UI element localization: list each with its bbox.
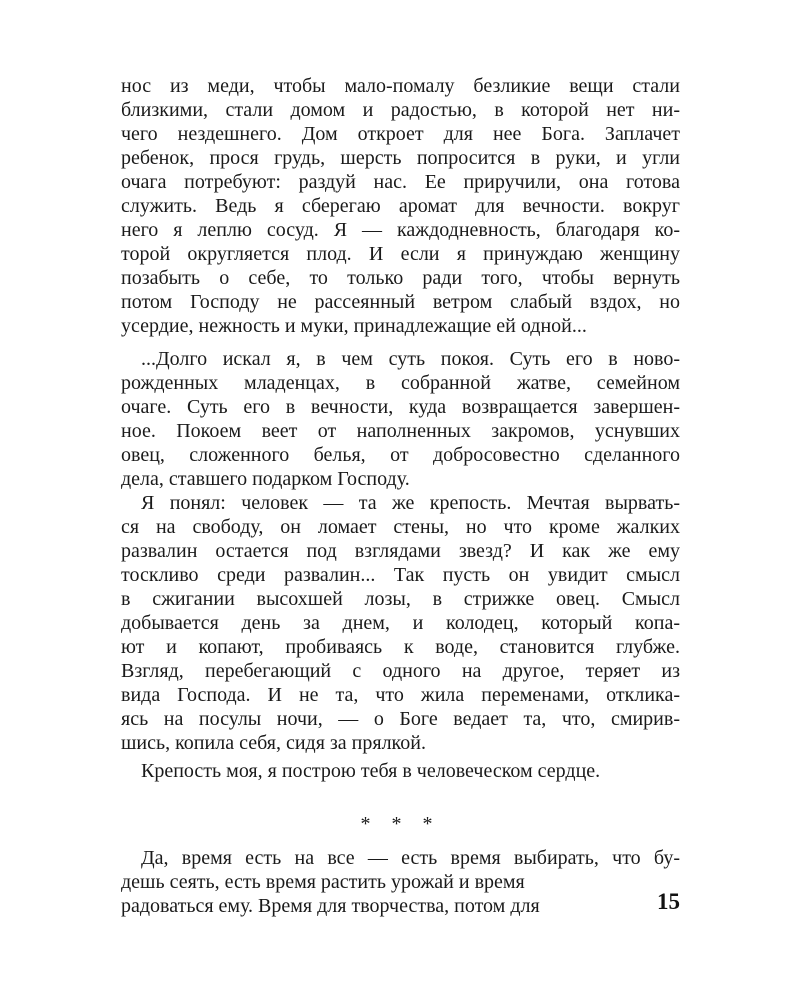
text-line: в сжигании высохшей лозы, в стрижке овец. Смысл bbox=[121, 588, 680, 610]
text-line: дешь сеять, есть время растить урожай и время bbox=[121, 871, 525, 893]
text-line: ребенок, прося грудь, шерсть попросится в руки, и угли bbox=[121, 147, 680, 169]
text-line: Я понял: человек — та же крепость. Мечтая вырвать- bbox=[141, 492, 680, 514]
text-line: тоскливо среди развалин... Так пусть он увидит смысл bbox=[121, 564, 680, 586]
text-line: Крепость моя, я построю тебя в человеческом сердце. bbox=[141, 760, 601, 782]
text-line: радоваться ему. Время для творчества, потом для bbox=[121, 895, 540, 917]
text-line: него я леплю сосуд. Я — каждодневность, благодаря ко- bbox=[121, 219, 680, 241]
text-line: усердие, нежность и муки, принадлежащие ей одной... bbox=[121, 315, 587, 337]
text-line: ное. Покоем веет от наполненных закромов, уснувших bbox=[121, 420, 680, 442]
text-line: рожденных младенцах, в собранной жатве, семейном bbox=[121, 372, 680, 394]
text-line: торой округляется плод. И если я принуждаю женщину bbox=[121, 243, 680, 265]
page-number: 15 bbox=[657, 889, 680, 914]
paragraph-3 bbox=[121, 491, 680, 755]
text-line: очага потребуют: раздуй нас. Ее приручили, она готова bbox=[121, 171, 680, 193]
text-line: овец, сложенного белья, от добросовестно сделанного bbox=[121, 444, 680, 466]
text-line: вида Господа. И не та, что жила переменами, отклика- bbox=[121, 684, 680, 706]
text-line: ют и копают, пробиваясь к воде, становится глубже. bbox=[121, 636, 680, 658]
text-line: добывается день за днем, и колодец, который копа- bbox=[121, 612, 680, 634]
text-line: позабыть о себе, то только ради того, чтобы вернуть bbox=[121, 267, 680, 289]
text-line: ся на свободу, он ломает стены, но что кроме жалких bbox=[121, 516, 680, 538]
text-line: Взгляд, перебегающий с одного на другое, теряет из bbox=[121, 660, 680, 682]
text-line: нос из меди, чтобы мало-помалу безликие вещи стали bbox=[121, 75, 680, 97]
text-line: чего нездешнего. Дом откроет для нее Бога. Заплачет bbox=[121, 123, 680, 145]
text-line: ...Долго искал я, в чем суть покоя. Суть его в ново- bbox=[141, 348, 680, 370]
text-line: потом Господу не рассеянный ветром слабый вздох, но bbox=[121, 291, 680, 313]
text-line: дела, ставшего подарком Господу. bbox=[121, 468, 410, 490]
text-line: служить. Ведь я сберегаю аромат для вечности. вокруг bbox=[121, 195, 680, 217]
paragraph-1 bbox=[121, 74, 680, 338]
paragraph-4 bbox=[121, 759, 680, 783]
text-line: шись, копила себя, сидя за прялкой. bbox=[121, 732, 426, 754]
paragraph-5 bbox=[121, 846, 680, 918]
text-line: очаге. Суть его в вечности, куда возвращается завершен- bbox=[121, 396, 680, 418]
text-line: близкими, стали домом и радостью, в которой нет ни- bbox=[121, 99, 680, 121]
paragraph-2 bbox=[121, 347, 680, 491]
text-line: Да, время есть на все — есть время выбирать, что бу- bbox=[141, 847, 680, 869]
section-separator: * * * bbox=[360, 813, 441, 835]
text-line: ясь на посулы ночи, — о Боге ведает та, что, смирив- bbox=[121, 708, 680, 730]
text-line: развалин остается под взглядами звезд? И как же ему bbox=[121, 540, 680, 562]
